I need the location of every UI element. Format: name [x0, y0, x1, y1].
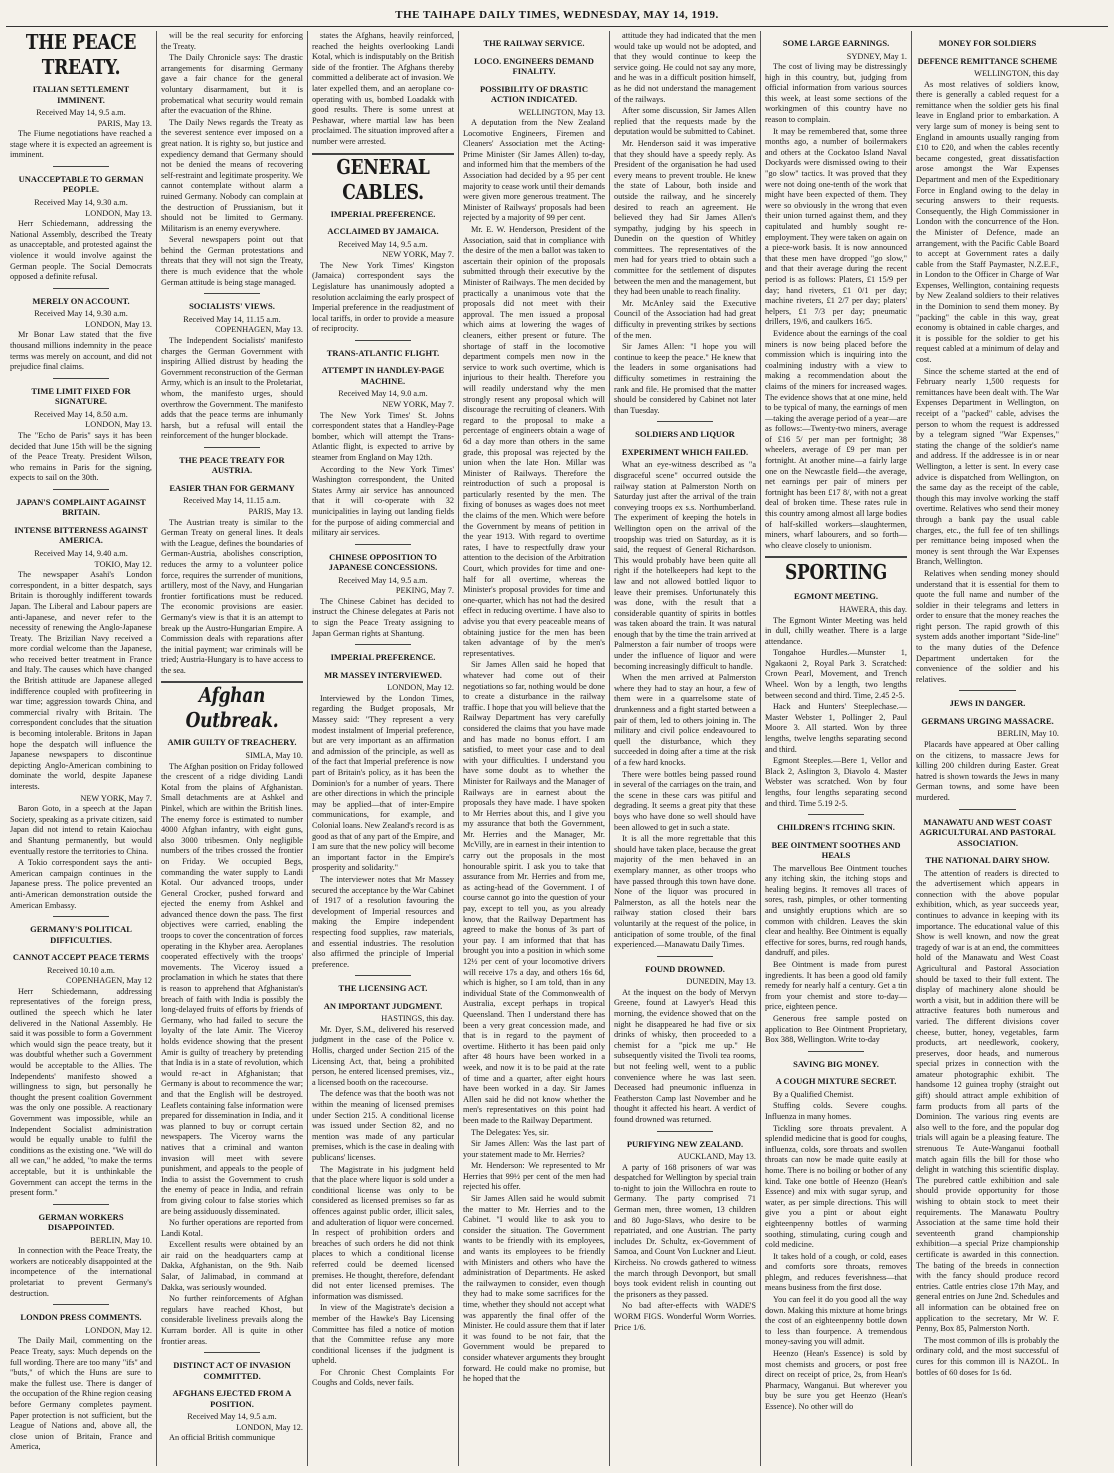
article-headline: MANAWATU AND WEST COAST AGRICULTURAL AND PASTORAL ASSOCIATION.: [919, 816, 1056, 848]
article-headline: SOME LARGE EARNINGS.: [782, 38, 890, 48]
paragraph: Tongahoe Hurdles.—Munster 1, Ngakaoni 2, Royal Park 3. Scratched: Crown Pearl, Movement, and Trench Wheel. Won by a length, two lengths between second and third. Time, 2.45 2-5.: [765, 648, 907, 700]
divider: [204, 1352, 261, 1353]
article-headline: THE RAILWAY SERVICE.: [483, 38, 585, 48]
dateline: NEW YORK, May 7.: [382, 399, 454, 409]
paragraph: states the Afghans, heavily reinforced, reached the heights overlooking Landi Kotal, which is indisputably on the British side of the frontier. The Afghans thereby committed a deliberate act of invasion. We later expelled them, and an aeroplane co-operating with us, bombed Loadakk with good results. There is some unrest at Peshawar, where martial law has been proclaimed. The situation improved after a number were arrested.: [312, 31, 454, 146]
dateline: SIMLA, May 10.: [245, 750, 303, 760]
paragraph: You can feel it do you good all the way down. Making this mixture at home brings the cost of an eighteenpenny bottle down to less than fourpence. A tremendous money-saving you will admit.: [765, 1295, 907, 1347]
paragraph: Mr Bonar Law stated that the five thousand millions indemnity in the peace terms was merely on account, and did not prejudice final claims.: [10, 330, 152, 372]
paragraph: Mr. Henderson: We represented to Mr Herries that 99½ per cent of the men had rejected his offer.: [463, 1161, 605, 1192]
divider: [657, 421, 714, 422]
paragraph: The Daily Chronicle says: The drastic arrangements for disarming Germany gave a fair chance for the general voluntary disarmament, but it is probematical what security would remain after the evacuation of the Rhine.: [161, 53, 303, 116]
article-headline: EASIER THAN FOR GERMANY: [169, 482, 295, 493]
article-headline: ITALIAN SETTLEMENT IMMINENT.: [32, 84, 130, 105]
paragraph: The Austrian treaty is similar to the German Treaty on general lines. It deals with the League, defines the boundaries of German-Austria, abolishes conscription, reduces the army to a volunteer police force, requires the surrender of munitions, artillery, most of the Navy, and Hungarian frontier fortifications must be reduced. The economic provisions are easier. Germany's view is that it is an attempt to break up the Austro-Hungarian Empire. A Commission deals with reparations after the initial payment; war criminals will be tried; Austria-Hungary is to have access to the sea.: [161, 517, 303, 675]
paragraph: Interviewed by the London Times, regarding the Budget proposals, Mr Massey said: "They represent a very modest instalment of Imperial preference, but are very important as an affirmation and admission of the principle, as well as of the fact that Imperial preference is now part of Britain's policy, as it has been the Dominion's for a number of years. There are other directions in which the principle may be applied—that of inter-Empire communications, for example, and Colonial loans. New Zealand's record is as good as that of any part of the Empire, and I am sure that the new policy will become an important factor in the Empire's prosperity and solidarity.": [312, 693, 454, 873]
paragraph: The Egmont Winter Meeting was held in dull, chilly weather. There is a large attendance.: [765, 615, 907, 646]
paragraph: The attention of readers is directed to the advertisement which appears in connection with the above popular exhibition, which, as year succeeds year, continues to advance in keeping with its importance. The educational value of this Show is well known, and now the great tragedy of war is at an end, the committees hold of the Manawatu and West Coast Agricultural and Pastoral Association should be taxed to their full extent. The display of machinery alone should be worth a visit, but in addition there will be attractive features both numerous and varied. The different divisions cover cheese, butter, honey, vegetables, farm products, art needlework, cookery, preserves, door heads, and numerous special prizes in connection with the amateur photographic exhibit. The handsome 12 guinea trophy (straight out gift) should attract ample exhibition of farm products from all parts of the Dominion. The various ring events are also well to the fore, and the popular dog trials will again be a pleasing feature. The strenuous Te Aute-Wanganui football match again fills the bill for those who delight in watching this scientific display. The purebred cattle exhibition and sale should provide opportunity for those wishing to obtain stock to meet their requirements. The Manawatu Poultry Association at the same time hold their seventeenth grand championship exhibition—a special Prize championship certificate is awarded in this connection. The bating of the breeds in connection with the fancy should produce record entries. Cattle entries close 17th May, and general entries on June 2nd. Schedules and all information can be obtained free on application to the secretary, Mr W. F. Penny, Box 85, Palmerston North.: [916, 868, 1059, 1334]
paragraph: In view of the Magistrate's decision a member of the Hawke's Bay Licensing Committee has filed a notice of motion that the Committee refuse any more conditional licenses if the judgment is upheld.: [312, 1303, 454, 1366]
column-2: [157, 31, 308, 1466]
article-headline: A COUGH MIXTURE SECRET.: [775, 1076, 897, 1087]
dateline: HAWERA, this day.: [839, 604, 907, 614]
article-headline: JAPAN'S COMPLAINT AGAINST BRITAIN.: [16, 496, 146, 518]
paragraph: Evidence about the earnings of the coal miners is now being placed before the commission which is inquiring into the coalmining industry with a view to making a recommendation about the claims of the miners for increased wages. The evidence shows that at one mine, held to be typical of many, the earnings of men—taking the average period of a year—are as follows:—Twenty-two miners, average of £16 5/ per man per fortnight; 38 wheelers, average of £9 per man per fortnight. At another mine—a fairly large one on the Newcastle field—the average, net earnings per pair of miners per fortnight has been £17 8/, with not a great deal of broken time. These rates rule in this country among almost all large bodies of half-skilled workers—slaughtermen, miners, wharf labourers, and so forth—who cleave closely to unionism.: [765, 328, 907, 550]
paragraph: Tickling sore throats prevalent. A splendid medicine that is good for coughs, influenza, colds, sore throats and swollen throats can now be made quite easily at home. There is no boiling or bother of any kind. Take one bottle of Heenzo (Hean's Essence) and mix with sugar syrup, and water, as per simple directions. This will give you a pint or about eight eighteenpenny bottles of warming soothing, stimulating, curing cough and cold medicine.: [765, 1123, 907, 1250]
paragraph: Sir James Allen said he would submit the matter to Mr. Herries and to the Cabinet. "I would like to ask you to consider the situation. The Government wants to be friendly with its employees, and wants its employees to be friendly with Ministers and others who have the administration of Departments. He asked the railwaymen to consider, even though they had to make some sacrifices for the time, whether they should not accept what was apparently the final offer of the Minister. He could assure them that if later it was found to be not fair, that the Government would be prepared to consider whatever arguments they brought forward. He could make no promise, but he hoped that the: [463, 1194, 605, 1384]
article-headline: POSSIBILITY OF DRASTIC ACTION INDICATED.: [479, 83, 588, 104]
article-headline: IMPERIAL PREFERENCE.: [330, 652, 436, 663]
paragraph: Herr Schiedemann, addressing representatives of the foreign press, outlined the speech which he later delivered in the National Assembly. He said it was possible to form a Government which would sign the peace treaty, but it was doubtful whether such a Government would be acceptable to the Allies. The Independents' manifesto showed a willingness to sign, but personally he thought the present coalition Government was the only one possible. A reactionary Government was impossible, while an Independent Socialist administration would be equally unable to fulfil the conditions as the existing one. "We will do all we can," he added, "to make the terms acceptable, but it is unthinkable the Government can accept the terms in the present form.": [10, 986, 152, 1198]
article-headline: GERMAN WORKERS DISAPPOINTED.: [38, 1211, 124, 1233]
article-headline: CHILDREN'S ITCHING SKIN.: [777, 822, 895, 833]
paragraph: Heenzo (Hean's Essence) is sold by most chemists and grocers, or post free direct on receipt of price, 2s, from Hean's Pharmacy, Wanganui. But wherever you buy be sure you get Heenzo (Hean's Essence). No other will do: [765, 1349, 907, 1411]
article-headline: THE PEACE TREATY FOR AUSTRIA.: [179, 454, 285, 476]
dateline: PARIS, May 13.: [97, 118, 152, 128]
article-headline: MONEY FOR SOLDIERS: [938, 38, 1037, 48]
dateline: COPENHAGEN, May 12: [66, 976, 152, 986]
article-headline: MR MASSEY INTERVIEWED.: [324, 669, 442, 680]
divider: [808, 1051, 865, 1052]
dateline: LONDON, May 13.: [85, 319, 152, 329]
received-line: Received May 14, 11.15 a.m.: [183, 314, 281, 324]
paragraph: What an eye-witness described as "a disgraceful scene" occurred outside the railway station at Palmerston North on Saturday just after the arrival of the train conveying troops ex s.s. Northumberland. The experiment of keeping the hotels in Wellington open on the arrival of the troopship was tried on Saturday, as it is said, the request of General Richardson. This would probably have been quite all right if the hotelkeepers had kept to the law and not allowed bottled liquor to leave their premises. Unfortunately this was done, with the result that a considerable quantity of spirits in bottles was taken aboard the train. It was natural enough that by the time the train arrived at Palmerston a fair number of troops were under the influence of liquor and were becoming increasingly difficult to handle.: [614, 460, 756, 671]
divider: [204, 447, 261, 448]
article-headline: FOUND DROWNED.: [645, 963, 725, 974]
paragraph: No further reinforcements of Afghan regulars have reached Khost, but considerable liveliness prevails along the Kurram border. All is quite in other frontier areas.: [161, 1294, 303, 1346]
received-line: Received May 14, 9.5 a.m.: [36, 108, 126, 117]
paragraph: The newspaper Asahi's London correspondent, in a bitter despatch, says Britain is thoroughly indifferent towards Japan. The Liberal and Labour papers are anti-Japanese, and never refer to the necessity of renewing the Anglo-Japanese Treaty. The Brizilian Navy received a more cordial welcome than the Japanese, who received better treatment in France and Italy. The causes which have changed the British attitude are Japanese alleged indifference coupled with profiteering in war time; aggression towards China, and commercial rivalry with Britain. The correspondent concludes that the situation is becoming intolerable. Britons in Japan hope the despatch will influence the Japanese newspapers to discontinue depicting Anglo-American combining to dominate the world, despite Japanese interests.: [10, 570, 152, 791]
column-4: [459, 31, 610, 1466]
paragraph: Sir James Allen said he hoped that whatever had come out of their negotiations so far, nothing would be done to create a disturbance in the railway traffic. I hope that you will believe that the Railway Department has very carefully considered the claims that you have made and has made no bonus effort. I am satisfied, to meet your case and to deal with your difficulties. I understand you have some doubt as to whether the Minister for Railways and the Manager of Railways are in earnest about the proposals they have made. I have spoken to Mr Herries about this, and I give you my assurance that both the Government, Mr. Herries and the Manager, Mr. McVilly, are in earnest in their intention to carry out the proposals in the most honourable spirit. I ask you to take that assurance from Mr. Herries and from me, as acting-head of the Government. I of course cannot go into the question of your pay, except to tell you, as you already know, that the Railway Department has agreed to make the bonus of 3s part of your pay. I am informed that that has brought you into a position in which some 12½ per cent of your locomotive drivers will receive 17s a day, and others 16s 6d, which is higher, so I am told, than in any individual State of the Commonwealth of Australia, except perhaps in tropical Queensland. Then I understand there has been a very great concession made, and that is in regard to the payment of overtime. Hitherto it has been paid only after 48 hours have been worked in a week, and now it is to be paid at the rate of time and a quarter, after eight hours have been worked in a day. Sir James Allen said he did not know whether the men's representatives on this point had been made to the Railway Department.: [463, 660, 605, 1125]
divider: [53, 489, 110, 490]
dateline: DUNEDIN, May 13.: [686, 977, 756, 987]
paragraph: A party of 168 prisoners of war was despatched for Wellington by special train to-night to join the Willochra en route to Germany. The party comprised 71 German men, three women, 13 children and 80 Jugo-Slavs, who desire to be repatriated, and one Austrian. The party includes Dr. Schultz, ex-Government of Samoa, and Count Von Luckner and Lieut. Kircheiss. No crowds gathered to witness the march through Devonport, but small boys took evident relish in counting out the prisoners as they passed.: [614, 1162, 756, 1299]
paragraph: A deputation from the New Zealand Locomotive Engineers, Firemen and Cleaners' Association met the Acting-Prime Minister (Sir James Allen) to-day, and informed him that the members of the Association had decided by a 95 per cent majority to cease work until their demands were given more generous treatment. The Minister of Railways' proposals had been rejected by a majority of 99 per cent.: [463, 118, 605, 223]
article-headline: JEWS IN DANGER.: [949, 698, 1026, 709]
paragraph: No bad after-effects with WADE'S WORM FIGS. Wonderful Worm Worries. Price 1/6.: [614, 1301, 756, 1332]
column-6: [761, 31, 912, 1466]
article-headline: LOCO. ENGINEERS DEMAND FINALITY.: [474, 55, 594, 76]
paragraph: Mr. Henderson said it was imperative that they should have a speedy reply. As President of the organisation he had used every means to prevent trouble. He knew the state of Labour, both inside and outside the railway, and he sincerely desired to reach an agreement. He believed they had Sir James Allen's sympathy, judging by his speech in Dunedin on the question of Whitley committees. The representatives of the men had for years tried to obtain such a committee for the settlement of disputes between the men and the management, but they had been unable to reach finality.: [614, 138, 756, 297]
received-line: Received May 14, 9.5 a.m.: [338, 239, 428, 249]
article-headline: ATTEMPT IN HANDLEY-PAGE MACHINE.: [321, 365, 445, 386]
paragraph: By a Qualified Chemist.: [773, 1089, 854, 1099]
paragraph: There were bottles being passed round in several of the carriages on the train, and the scene in these cars was pitiful and degrading. It seems a great pity that these boys who have done so well should have been allowed to get in such a state.: [614, 769, 756, 832]
article-headline: INTENSE BITTERNESS AGAINST AMERICA.: [14, 524, 148, 546]
paragraph: Egmont Steeples.—Bere 1, Vellor and Black 2, Aslington 3, Diavolo 4. Master Webster was scratched. Won by four lengths, four lengths separating second and third. Time 5.19 2-5.: [765, 756, 907, 808]
divider: [53, 166, 110, 167]
article-headline: DEFENCE REMITTANCE SCHEME: [917, 55, 1058, 66]
dateline: COPENHAGEN, May 13.: [214, 325, 303, 335]
paragraph: The Chinese Cabinet has decided to instruct the Chinese delegates at Paris not to sign the Peace Treaty assigning to Japan German rights at Shantung.: [312, 596, 454, 638]
column-1: [6, 31, 157, 1466]
article-headline: SAVING BIG MONEY.: [793, 1058, 879, 1069]
dateline: LONDON, May 12.: [387, 683, 454, 693]
paragraph: The New York Times' St. Johns correspondent states that a Handley-Page bomber, which will attempt the Trans-Atlantic flight, is expected to arrive by steamer from England on May 12th.: [312, 410, 454, 462]
paragraph: The "Echo de Paris" says it has been decided that June 15th will be the signing of the Peace Treaty. President Wilson, who remains in Paris for the signing, expects to sail on the 30th.: [10, 430, 152, 483]
divider: [355, 340, 412, 341]
article-headline: GERMANS URGING MASSACRE.: [921, 715, 1054, 726]
dateline: PARIS, May 13.: [248, 506, 303, 516]
section-heading: Afghan Outbreak.: [185, 684, 279, 734]
divider: [355, 975, 412, 976]
section-heading: THE PEACE TREATY.: [25, 31, 137, 80]
paragraph: The most common of ills is probably the ordinary cold, and the most successful of cures for this common ill is NAZOL. In bottles of 60 doses for 1s 6d.: [916, 1335, 1059, 1377]
column-7: [912, 31, 1063, 1466]
divider: [959, 809, 1016, 810]
paragraph: Mr. McAnley said the Executive Council of the Association had had great difficulty in preventing strikes by sections of the men.: [614, 298, 756, 340]
article-headline: EXPERIMENT WHICH FAILED.: [621, 446, 749, 457]
received-line: Received May 14, 9.5 a.m.: [338, 575, 428, 585]
received-line: Received May 14, 9.40 a.m.: [34, 548, 128, 558]
received-line: Received May 14, 11.15 a.m.: [183, 496, 281, 506]
dateline: WELLINGTON, this day: [974, 69, 1059, 78]
paragraph: The Fiume negotiations have reached a stage where it is expected an agreement is imminent.: [10, 129, 152, 160]
dateline: SYDNEY, May 1.: [846, 51, 907, 61]
paragraph: The Delegates: Yes, sir.: [471, 1127, 549, 1137]
received-line: Received May 14, 9.30 a.m.: [34, 309, 128, 319]
paragraph: A Tokio correspondent says the anti-American campaign continues in the Japanese press. The police prevented an anti-American demonstration outside the American Embassy.: [10, 858, 152, 910]
paragraph: It takes hold of a cough, or cold, eases and comforts sore throats, removes phlegm, and reduces feverishness—that means business from the first dose.: [765, 1251, 907, 1293]
masthead: THE TAIHAPE DAILY TIMES, WEDNESDAY, MAY 14, 1919.: [6, 4, 1108, 27]
paragraph: Placards have appeared at Ober calling on the citizens, to massacre Jews for killing 200 children during Easter. Great hatred is shown towards the Jews in many German towns, and some have been murdered.: [916, 740, 1059, 802]
paragraph: No further operations are reported from Landi Kotal.: [161, 1218, 303, 1238]
dateline: NEW YORK, May 7.: [382, 250, 454, 260]
section-heading: GENERAL CABLES.: [336, 155, 430, 205]
divider: [657, 956, 714, 957]
article-headline: ACCLAIMED BY JAMAICA.: [327, 226, 439, 237]
dateline: HASTINGS, this day.: [381, 1014, 454, 1024]
article-headline: THE LICENSING ACT.: [338, 983, 428, 994]
paragraph: Sir James Allen: "I hope you will continue to keep the peace." He knew that the leaders in some organisations had difficulty sometimes in restraining the rank and file. He promised that the matter should be considered by Cabinet not later than Tuesday.: [614, 342, 756, 415]
article-headline: AFGHANS EJECTED FROM A POSITION.: [172, 1388, 292, 1409]
paragraph: Baron Goto, in a speech at the Japan Society, speaking as a private citizen, said Japan did not intend to retain Kaiochau and Shantung permanently, but would eventually restore the territories to China.: [10, 804, 152, 856]
paragraph: The Afghan position on Friday followed the crescent of a ridge dividing Landi Kotal from the plains of Afghanistan. Small detachments are at Ashkel and Pinkel, which are within the British lines. The enemy force is estimated to number 4000 Afghan infantry, with eight guns, also 3000 tribesmen. Only negligible numbers of the tribes crossed the frontier on Friday. We occupied Begs, commanding the water supply to Landi Kotal. Our advanced troops, under General Crocker, pushed forward and ejected the enemy from Ashkel and advanced thence down the pass. The first objectives were carried, enabling the troops to cover the concentration of forces operating in the Khyber area. Aeroplanes cooperated effectively with the troops' movements. The Viceroy issued a proclamation in which he states that there is reason to apprehend that Afghanistan's breach of faith with India is possibly the long-delayed fruits of efforts by friends of Germany, who had failed to secure the loyalty of the late Amir. The Viceroy holds evidence showing that the present Amir is guilty of treachery by pretending that India is in a state of revolution, which would re-act in Afghanistan; that Germany is about to recommence the war; and that the English will be destroyed. Leaflets containing false information were prepared for dissemination in India, and it was planned to buy or corrupt certain newspapers. The Viceroy warns the natives that a criminal and wanton invasion will meet with severe punishment, and appeals to the people of India to assist the Government to crush the enemy of peace in India, and refrain from giving colour to false stories which are being assiduously disseminated.: [161, 761, 303, 1216]
dateline: AUCKLAND, May 13.: [677, 1152, 756, 1161]
divider: [53, 1204, 110, 1205]
divider: [53, 916, 110, 917]
paragraph: Generous free sample posted on application to Bee Ointment Proprietary, Box 388, Wellington. Write to-day: [765, 1014, 907, 1045]
paragraph: The marvellous Bee Ointment touches any itching skin, the itching stops and healing begins. It removes all traces of sores, rash, pimples, or other tormenting and unsightly eruptions which are so common with children. Leaves the skin clear and healthy. Bee Ointment is equally effective for sores, burns, red rough hands, dandruff, and piles.: [765, 863, 908, 958]
paragraph: The Independent Socialists' manifesto charges the German Government with inspiring Allied distrust by heading the Government reconstruction of the German Army, which is an insult to the Proletariat, whom, the manifesto urges, should overthrow the Government. The manifesto adds that the peace terms are inhumanly harsh, but a refusal will entail the reinforcement of the hunger blockade.: [161, 335, 303, 441]
article-headline: EGMONT MEETING.: [794, 591, 878, 602]
dateline: LONDON, May 12.: [85, 1325, 152, 1335]
paragraph: The Daily Mail, commenting on the Peace Treaty, says: Much depends on the full wording. There are too many "ifs" and "buts," of which the Huns are sure to make the fullest use. There is danger of the occupation of the Rhine region ceasing before Germany completes payment. Paper protection is not sufficient, but the League of Nations and, above all, the close union of Britain, France and America,: [10, 1336, 152, 1452]
section-heading: SPORTING: [785, 561, 887, 586]
divider: [53, 378, 110, 379]
divider: [53, 1304, 110, 1305]
article-headline: TIME LIMIT FIXED FOR SIGNATURE.: [31, 385, 131, 407]
divider: [808, 814, 865, 815]
article-headline: SOCIALISTS' VIEWS.: [189, 301, 275, 312]
article-headline: CANNOT ACCEPT PEACE TERMS: [12, 952, 150, 963]
article-headline: PURIFYING NEW ZEALAND.: [626, 1138, 744, 1149]
paragraph: The Magistrate in his judgment held that the place where liquor is sold under a conditional license was only to be considered as licensed premises so far as offences against public order, illicit sales, and adulteration of liquor were concerned. In respect of prohibition orders and breaches of such orders he did not think places to which a conditional license referred could be deemed licensed premises. He thought, therefore, defendant did not enter licensed premises. The information was dismissed.: [312, 1164, 454, 1301]
article-headline: IMPERIAL PREFERENCE.: [330, 208, 436, 219]
paragraph: It is all the more regrettable that this should have taken place, because the great majority of the men behaved in an exemplary manner, as other troops who have passed through this town have done. None of the liquor was procured in Palmerston, as all the hotels near the railway station closed their bars voluntarily at the request of the police, in anticipation of some trouble, of the final experienced.—Manawatu Daily Times.: [614, 834, 756, 950]
article-headline: AN IMPORTANT JUDGMENT.: [323, 1000, 443, 1011]
paragraph: For Chronic Chest Complaints For Coughs and Colds, never fails.: [312, 1367, 454, 1388]
divider: [204, 293, 261, 294]
paragraph: Mr. E. W. Henderson, President of the Association, said that in compliance with the desire of the men a ballot was taken to ascertain their opinion of the proposals submitted through their executive by the Minister of Railways. The men decided by practically a unanimous vote that the proposals did not meet with their approval. The men issued a proposal which aims at lowering the wages of cleaners, either present or future. The shortage of staff in the locomotive department compels men now in the service to work such overtime, which is injurious to their health. Therefore you will readily understand why the men strongly resent any proposal which will discourage the recruiting of cleaners. With regard to the proposal to make a percentage of engineers obtain a wage of 6d a day more than others in the same grade, this proposal was rejected by the union when the late Hon. Millar was Minister of Railways. Therefore the reintroduction of such a proposal is particularly resented by the men. The fixing of bonuses as wages does not meet the claims of the men. Which were before the Government by means of petition in the year 1913. With regard to overtime rates, I have to respectfully draw your attention to the decision of the Arbitration Court, which provides for time and one-half for all overtime, whereas the Minister's proposal provides for time and one-quarter, which has not had the desired effect in reducing overtime. I have also to advise you that every peaceable means of obtaining justice for the men has been taken advantage of by the men's representatives.: [463, 225, 605, 658]
article-headline: MERELY ON ACCOUNT.: [32, 295, 130, 306]
dateline: PEKING, May 7.: [395, 586, 454, 596]
dateline: LONDON, May 13.: [85, 420, 152, 430]
paragraph: As most relatives of soldiers know, there is generally a cabled request for a remittance when the soldier gets his final leave in England prior to embarkation. A very large sum of money is being sent to England in amounts usually ranging from £10 to £20, and when the cables recently became congested, great dissatisfaction arose amongst the War Expenses Department and men of the Expeditionary Force in England owing to the delay in securing answers to their requests. Consequently, the High Commissioner in London with the concurrence of the Hon. the Minister of Defence, made an arrangement, with the Pacific Cable Board to accept at Government rates a daily cable from the Staff Paymaster, N.Z.E.F., in London to the Officer in Charge of War Expenses, Wellington, containing requests by New Zealand soldiers to their relatives in the Dominion to send them money. By "packing" the cable in this way, great economy is obtained in cable charges, and it is possible for the soldier to get his request cabled at a minimum of delay and cost.: [916, 79, 1059, 365]
dateline: LONDON, May 12.: [236, 1422, 303, 1432]
paragraph: Since the scheme started at the end of February nearly 1,500 requests for remittances have been dealt with. The War Expenses Department in Wellington, on receipt of a "packed" cable, advises the person to whom the request is addressed by a telegram signed "War Expenses," stating the change of the soldier's name and address. If the addressee is in or near Wellington, a letter is sent. In every case advice is dispatched from Wellington, on the same day as the receipt of the cable, though this may involve working the staff overtime. Relatives who send their money through a bank pay the usual cable charges, etc., the full fee of ten shillings per remittance being imposed when the money is sent through the War Expenses Branch, Wellington.: [916, 366, 1059, 567]
column-3: [308, 31, 459, 1466]
article-headline: AMIR GUILTY OF TREACHERY.: [167, 737, 297, 748]
paragraph: It may be remembered that, some three months ago, a number of boilermakers and others at the Cockatoo Island Naval Dockyards were dismissed owing to their "go slow" tactics. It was proved that they were not doing one-tenth of the work that might have been expected of them. They were so obviously in the wrong that even their union turned against them, and they capitulated and humbly sought re-employment. They were taken on again on a piece-work basis. It is now announced that these men have dropped "go slow," and that their average during the recent period is as follows: Platers, £1 15/9 per day; hand riveters, £1 0/1 per day; machine riveters, £1 2/7 per day; platers' helpers, £1 7/3 per day; pneumatic drillers, 19/6, and caulkers 16/5.: [765, 126, 907, 327]
dateline: BERLIN, May 10.: [997, 729, 1059, 739]
paragraph: After some discussion, Sir James Allen replied that the requests made by the deputation would be submitted to Cabinet.: [614, 106, 756, 137]
article-headline: THE NATIONAL DAIRY SHOW.: [925, 855, 1050, 866]
paragraph: The interviewer notes that Mr Massey secured the acceptance by the War Cabinet of 1917 of a resolution favouring the development of Imperial resources and making the Empire independent respecting food supplies, raw materials, and essential industries. The resolution also affirmed the principle of Imperial preference.: [312, 874, 454, 969]
received-line: Received May 14, 9.5 a.m.: [187, 1412, 277, 1422]
paragraph: According to the New York Times' Washington correspondent, the United States Army air service has announced that it will co-operate with 32 municipalities in laying out landing fields for the purpose of aiding commercial and military air services.: [312, 464, 454, 538]
dateline: WELLINGTON, May 13.: [518, 107, 605, 117]
paragraph: The defence was that the booth was not within the meaning of licensed premises under Section 215. A conditional license was issued under Section 82, and no mention was made of any particular premises, which is the case in dealing with publicans' licenses.: [312, 1089, 454, 1162]
divider: [312, 153, 454, 155]
article-headline: SOLDIERS AND LIQUOR: [635, 429, 735, 440]
paragraph: The New York Times' Kingston (Jamaica) correspondent says the Legislature has unanimously adopted a resolution acclaiming the early prospect of Imperial preference in the readjustment of local tariffs, in order to provide a measure of reciprocity.: [312, 260, 454, 334]
article-headline: LONDON PRESS COMMENTS.: [20, 1312, 142, 1323]
paragraph: Stuffing colds. Severe coughs. Influenza in many homes.: [765, 1101, 907, 1121]
paragraph: In connection with the Peace Treaty, the workers are noticeably disappointed at the incompetence of the international proletariat to prevent Germany's destruction.: [10, 1246, 152, 1298]
paragraph: At the inquest on the body of Mervyn Greene, found at Lawyer's Head this morning, the evidence showed that on the night he disappeared he had five or six drinks of whisky, then proceeded to a chemist for a "pick me up." He subsequently visited the Tivoli tea rooms, but not feeling well, went to a public convenience where he was last seen. Deceased had pneumonic influenza in Featherston Camp last November and he thought it affected his heart. A verdict of found drowned was returned.: [614, 987, 756, 1124]
article-headline: GERMANY'S POLITICAL DIFFICULTIES.: [30, 924, 132, 945]
paragraph: Sir James Allen: Was the last part of your statement made to Mr. Herries?: [463, 1139, 605, 1159]
paragraph: will be the real security for enforcing the Treaty.: [161, 31, 303, 51]
paragraph: Several newspapers point out that behind the German protestations and threats that they will not sign the Treaty, there is much evidence that the whole German attitude is being stage managed.: [161, 235, 303, 287]
dateline: TOKIO, May 12.: [94, 559, 152, 569]
article-headline: TRANS-ATLANTIC FLIGHT.: [326, 347, 440, 358]
divider: [53, 288, 110, 289]
article-headline: CHINESE OPPOSITION TO JAPANESE CONCESSIONS.: [328, 551, 438, 573]
paragraph: An official British communique: [169, 1433, 276, 1443]
received-line: Received May 14, 9.30 a.m.: [34, 197, 128, 207]
divider: [355, 544, 412, 545]
paragraph: The cost of living may be distressingly high in this country, but, judging from official information from various sources this week, at least some sections of the workingmen of this country have no reason to complain.: [765, 62, 907, 125]
divider: [355, 644, 412, 645]
paragraph: The Daily News regards the Treaty as the severest sentence ever imposed on a great nation. It is righty so, but justice and expediency demand that Germany should not be denied the means of recovering self-restraint and legitimate prosperity. We cannot contemplate without alarm a ruined Germany. Nobody can complain at the destruction of Prussianism, but it should not be limited to Germany. Militarism is an enemy everywhere.: [161, 117, 303, 233]
column-5: [610, 31, 761, 1466]
article-headline: DISTINCT ACT OF INVASION COMMITTED.: [173, 1360, 291, 1381]
dateline: NEW YORK, May 7.: [80, 793, 152, 803]
received-line: Received May 14, 8.50 a.m.: [34, 409, 128, 419]
paragraph: Bee Ointment is made from purest ingredients. It has been a good old family remedy for nearly half a century. Get a tin from your chemist and store to-day—price, eighteen pence.: [765, 960, 907, 1012]
article-headline: BEE OINTMENT SOOTHES AND HEALS: [771, 839, 901, 861]
dateline: LONDON, May 13.: [85, 208, 152, 218]
paragraph: Relatives when sending money should understand that it is essential for them to quote the full name and number of the soldier in their telegrams and letters in order to ensure that the money reaches the right person. The rapid growth of this system adds another important "Side-line" to the many duties of the Defence Department undertaken for the convenience of the soldier and his relatives.: [916, 568, 1059, 684]
paragraph: When the men arrived at Palmerston where they had to stay an hour, a few of them were in a quarrelsome state of drunkenness and a fight started between a pair of them, led to others joining in. The military and civil police endeavoured to quell the disturbance, which they succeeded in doing after a time at the risk of a few hard knocks.: [614, 673, 756, 767]
received-line: Received 10.10 a.m.: [47, 965, 115, 975]
divider: [657, 1131, 714, 1132]
paragraph: Mr. Dyer, S.M., delivered his reserved judgment in the case of the Police v. Hollis, charged under Section 215 of the Licensing Act, that, being a prohibited person, he entered licensed premises, viz., a licensed booth on the racecourse.: [312, 1024, 454, 1087]
article-headline: UNACCEPTABLE TO GERMAN PEOPLE.: [18, 173, 144, 195]
paragraph: Hack and Hunters' Steeplechase.—Master Webster 1, Pollinger 2, Paul Moore 3. All started. Won by three lengths, twelve lengths separating second and third.: [765, 702, 907, 754]
divider: [765, 556, 907, 558]
paragraph: Excellent results were obtained by an air raid on the headquarters camp at Dakka, Afghanistan, on the 9th. Naib Salar, of Jalimabad, in command at Dakka, was seriously wounded.: [161, 1240, 303, 1292]
divider: [959, 690, 1016, 691]
columns-container: [6, 31, 1108, 1466]
dateline: BERLIN, May 10.: [90, 1235, 152, 1245]
received-line: Received May 14, 9.0 a.m.: [338, 389, 428, 399]
paragraph: Herr Schiedemann, addressing the National Assembly, described the Treaty as unacceptable, and protested against the violence it would involve against the German people. The Social Democrats opposed a definite refusal.: [10, 219, 152, 282]
paragraph: attitude they had indicated that the men would take up would not be adopted, and that they would continue to keep the service going. He could not say any more, and he was in a difficult position himself, as he did not understand the management of the railways.: [614, 31, 756, 104]
